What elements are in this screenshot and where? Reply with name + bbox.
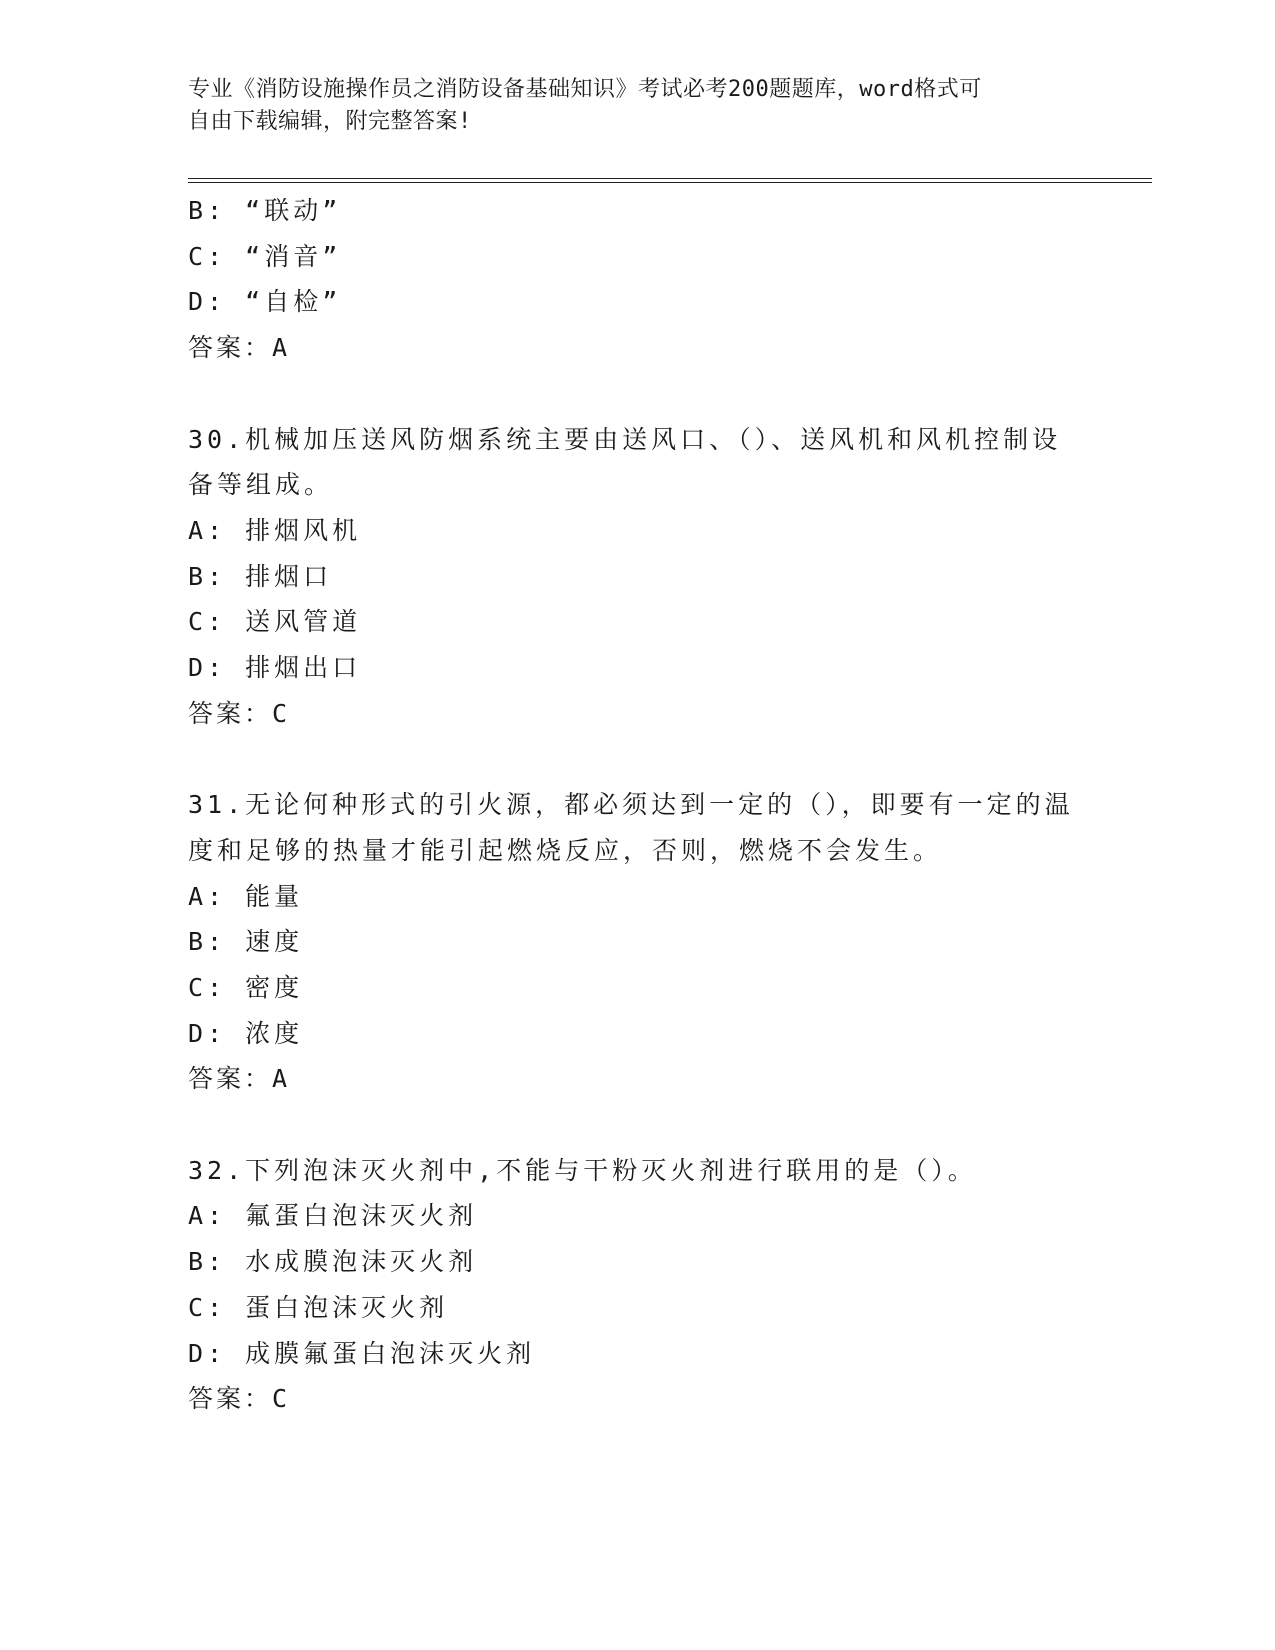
option-a: A: 能量: [188, 881, 304, 911]
question-block-29: [188, 188, 1088, 371]
option-b: B: “联动”: [188, 196, 342, 225]
answer-label: 答案：: [188, 1384, 273, 1414]
answer-value: A: [272, 1064, 291, 1094]
option-c: C: 蛋白泡沫灭火剂: [188, 1292, 449, 1322]
document-body: [188, 188, 1088, 1422]
question-stem-line-1: 32.下列泡沫灭火剂中,不能与干粉灭火剂进行联用的是（）。: [188, 1155, 977, 1185]
answer-line: [188, 1376, 1088, 1422]
option-d: D: 排烟出口: [188, 653, 362, 683]
header-divider-bottom: [188, 182, 1152, 183]
option-d: D: 浓度: [188, 1018, 304, 1048]
document-header: [188, 74, 1088, 138]
answer-line: [188, 325, 1088, 371]
question-stem-line-2: 备等组成。: [188, 470, 334, 500]
question-stem-line-2: 度和足够的热量才能引起燃烧反应，否则，燃烧不会发生。: [188, 835, 943, 865]
answer-value: C: [272, 698, 291, 728]
header-line-1: 专业《消防设施操作员之消防设备基础知识》考试必考200题题库，word格式可: [188, 77, 982, 102]
spacer: [188, 371, 1088, 417]
question-block-32: [188, 1148, 1088, 1422]
answer-label: 答案：: [188, 1064, 273, 1094]
option-d: D: 成膜氟蛋白泡沫灭火剂: [188, 1338, 536, 1368]
option-b: B: 水成膜泡沫灭火剂: [188, 1247, 478, 1277]
answer-value: A: [272, 333, 291, 363]
answer-value: C: [272, 1384, 291, 1414]
question-stem-line-1: 30.机械加压送风防烟系统主要由送风口、（）、送风机和风机控制设: [188, 424, 1062, 454]
answer-line: [188, 691, 1088, 737]
spacer: [188, 736, 1088, 782]
question-block-31: [188, 782, 1088, 1102]
option-c: C: “消音”: [188, 241, 342, 271]
option-c: C: 密度: [188, 972, 304, 1002]
header-line-2: 自由下载编辑，附完整答案!: [188, 109, 472, 134]
option-a: A: 氟蛋白泡沫灭火剂: [188, 1201, 478, 1231]
option-b: B: 排烟口: [188, 561, 333, 591]
option-a: A: 排烟风机: [188, 515, 362, 545]
answer-label: 答案：: [188, 333, 273, 363]
spacer: [188, 1102, 1088, 1148]
option-b: B: 速度: [188, 927, 304, 957]
question-stem-line-1: 31.无论何种形式的引火源，都必须达到一定的（），即要有一定的温: [188, 790, 1074, 820]
answer-line: [188, 1056, 1088, 1102]
answer-label: 答案：: [188, 698, 273, 728]
option-c: C: 送风管道: [188, 607, 362, 637]
question-block-30: [188, 417, 1088, 737]
header-divider-top: [188, 178, 1152, 179]
option-d: D: “自检”: [188, 287, 342, 317]
